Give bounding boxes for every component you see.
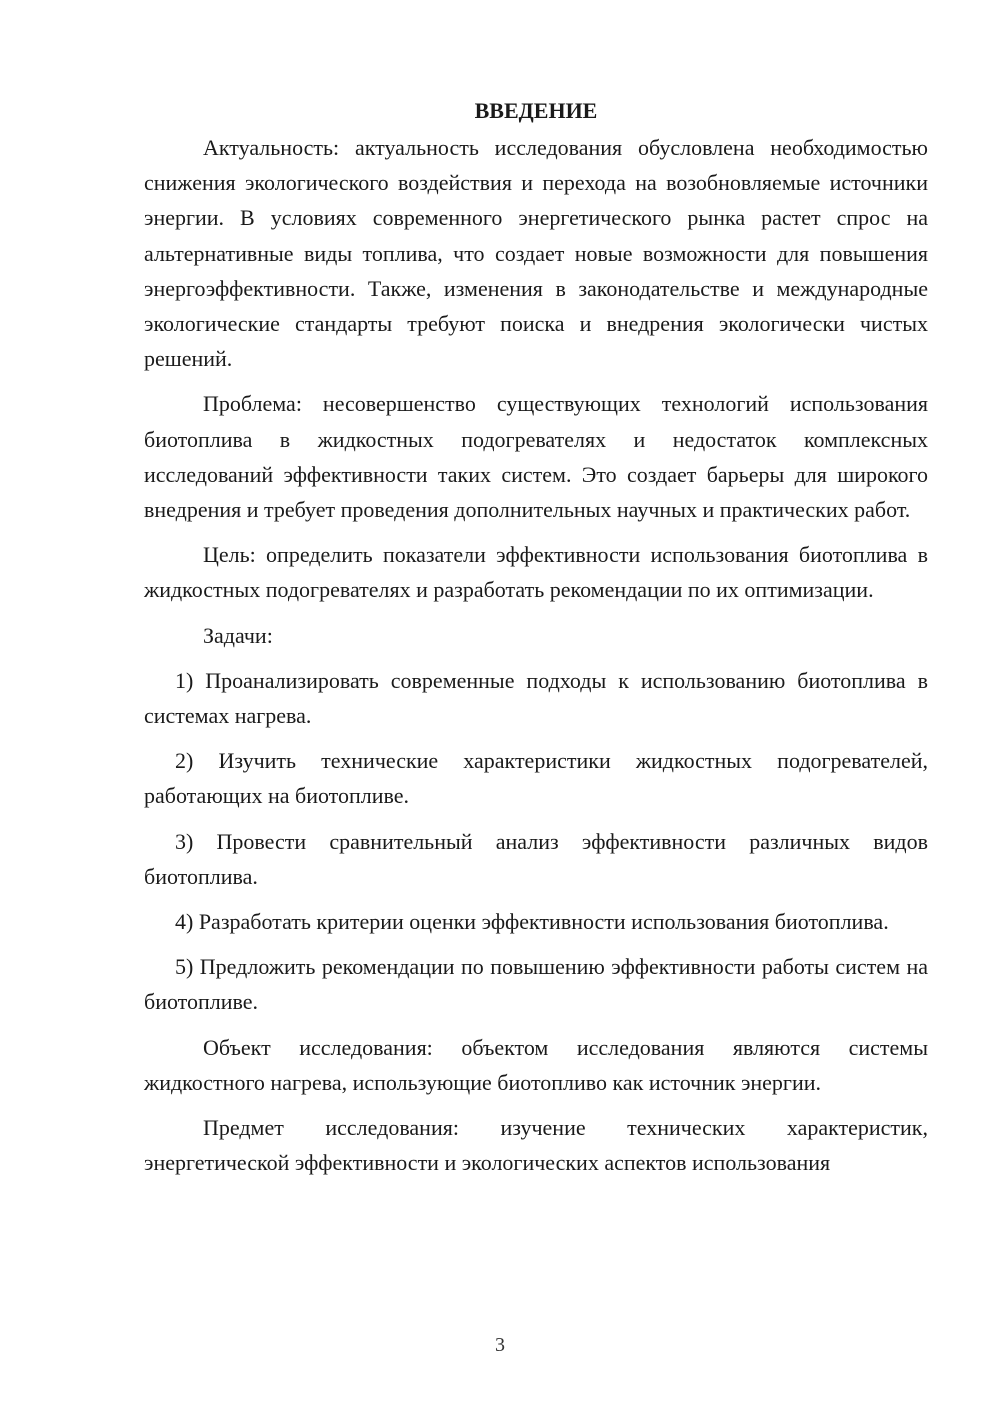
tasks-label: Задачи: — [203, 622, 273, 648]
paragraph-goal: Цель: определить показатели эффективности использования биотоплива в жидкостных подогревателях и разработать рекомендации по их оптимизации. — [144, 542, 928, 603]
paragraph-relevance: Актуальность: актуальность исследования обусловлена необходимостью снижения экологического воздействия и перехода на возобновляемые источники энергии. В условиях современного энергетического рынка растет спрос на альтернативные виды топлива, что создает новые возможности для повышения энергоэффективности. Также, изменения в законодательстве и международные экологические стандарты требуют поиска и внедрения экологически чистых решений. — [144, 135, 928, 372]
paragraph-problem: Проблема: несовершенство существующих технологий использования биотоплива в жидкостных подогревателях и недостаток комплексных исследований эффективности таких систем. Это создает барьеры для широкого внедрения и требует проведения дополнительных научных и практических работ. — [144, 391, 928, 523]
page-number: 3 — [495, 1334, 505, 1356]
document-page — [144, 95, 928, 1190]
section-heading: ВВЕДЕНИЕ — [474, 98, 598, 123]
task-item: 4) Разработать критерии оценки эффективности использования биотоплива. — [175, 909, 889, 935]
task-item: 1) Проанализировать современные подходы к использованию биотоплива в системах нагрева. — [144, 667, 928, 729]
task-item: 3) Провести сравнительный анализ эффективности различных видов биотоплива. — [144, 828, 928, 889]
paragraph-subject: Предмет исследования: изучение технических характеристик, энергетической эффективности и экологических аспектов использования — [144, 1115, 928, 1176]
paragraph-object: Объект исследования: объектом исследования являются системы жидкостного нагрева, использующие биотопливо как источник энергии. — [144, 1034, 928, 1095]
task-item: 5) Предложить рекомендации по повышению эффективности работы систем на биотопливе. — [144, 954, 928, 1015]
task-item: 2) Изучить технические характеристики жидкостных подогревателей, работающих на биотопливе. — [144, 748, 928, 809]
